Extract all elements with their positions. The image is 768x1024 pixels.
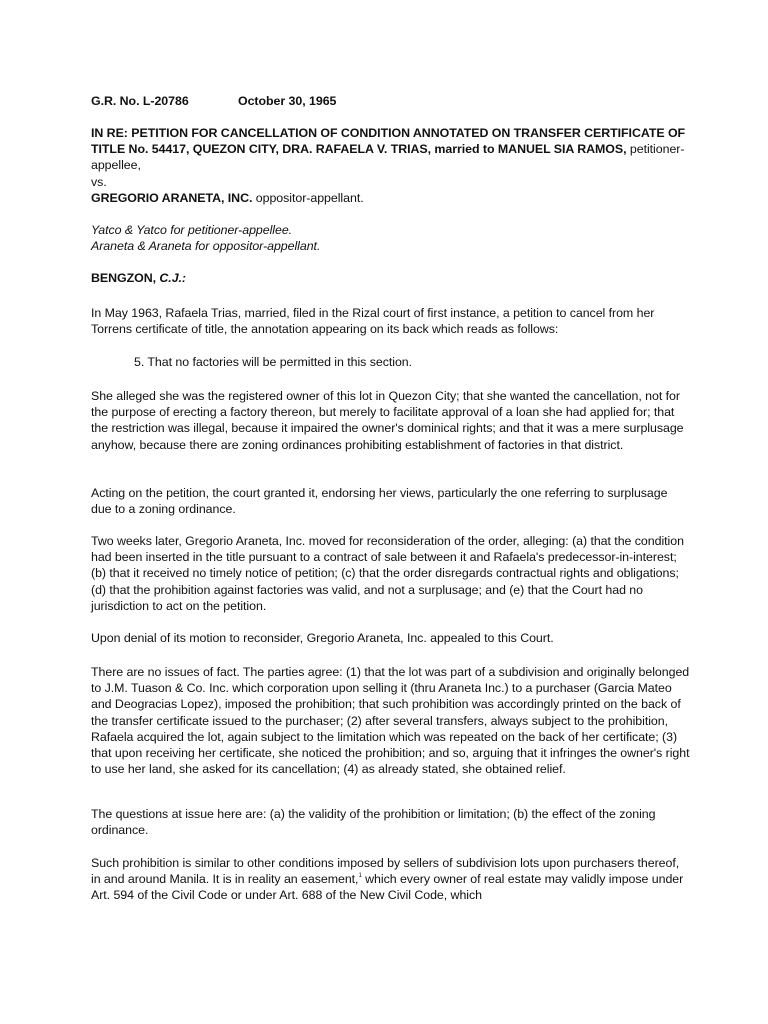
oppositor-counsel: Araneta & Araneta for oppositor-appellant.	[91, 239, 321, 254]
ponente-name: BENGZON,	[91, 271, 156, 285]
paragraph-8-part-1: Such prohibition is similar to other conditions imposed by sellers of subdivision lots upon purchasers thereof, in and around Manila. It is in reality an easement,	[91, 856, 680, 887]
paragraph-3: Acting on the petition, the court granted it, endorsing her views, particularly the one referring to surplusage due to a zoning ordinance.	[91, 486, 668, 517]
quoted-annotation: 5. That no factories will be permitted in this section.	[134, 355, 413, 369]
footnote-marker[interactable]: 1	[358, 873, 362, 880]
ponente-line	[91, 270, 691, 286]
paragraph-6: There are no issues of fact. The parties agree: (1) that the lot was part of a subdivision and originally belonged to J.M. Tuason & Co. Inc. which corporation upon selling it (thru Araneta Inc.) to a purchaser (Garcia Mateo and Deogracias Lopez), imposed the prohibition; that such prohibition was accordingly printed on the back of the transfer certificate issued to the purchaser; (2) after several transfers, always subject to the prohibition, Rafaela acquired the lot, again subject to the limitation which was repeated on the back of her certificate; (3) that upon receiving her certificate, she noticed the prohibition; and so, arguing that it infringes the owner's right to use her land, she asked for its cancellation; (4) as already stated, she obtained relief.	[91, 665, 690, 777]
paragraph-1: In May 1963, Rafaela Trias, married, filed in the Rizal court of first instance, a petition to cancel from her Torrens certificate of title, the annotation appearing on its back which reads as follows:	[91, 306, 655, 337]
petitioner-counsel: Yatco & Yatco for petitioner-appellee.	[91, 223, 293, 237]
oppositor-role: oppositor-appellant.	[255, 190, 364, 205]
case-caption	[91, 125, 691, 206]
paragraph-8-part-2: which every owner of real estate may validly impose under Art. 594 of the Civil Code or under Art. 688 of the New Civil Code, which	[91, 872, 684, 903]
paragraph-2: She alleged she was the registered owner of this lot in Quezon City; that she wanted the cancellation, not for the purpose of erecting a factory thereon, but merely to facilitate approval of a loan she had applied for; that the restriction was illegal, because it impaired the owner's dominical rights; and that it was a mere surplusage anyhow, because there are zoning ordinances prohibiting establishment of factories in that district.	[91, 389, 684, 452]
paragraph-4: Two weeks later, Gregorio Araneta, Inc. moved for reconsideration of the order, alleging: (a) that the condition had been inserted in the title pursuant to a contract of sale between it and Rafaela's predecessor-in-interest; (b) that it received no timely notice of petition; (c) that the order disregards contractual rights and obligations; (d) that the prohibition against factories was valid, and not a surplusage; and (e) that the Court had no jurisdiction to act on the petition.	[91, 534, 684, 613]
paragraph-5: Upon denial of its motion to reconsider, Gregorio Araneta, Inc. appealed to this Court.	[91, 631, 554, 645]
counsel-block	[91, 222, 691, 254]
petitioner-role: petitioner-appellee,	[91, 142, 685, 173]
case-title: IN RE: PETITION FOR CANCELLATION OF CONDITION ANNOTATED ON TRANSFER CERTIFICATE OF TITLE No. 54417, QUEZON CITY, DRA. RAFAELA V. TRIAS, married to MANUEL SIA RAMOS,	[91, 126, 686, 157]
decision-date: October 30, 1965	[238, 94, 337, 108]
oppositor-name: GREGORIO ARANETA, INC.	[91, 190, 253, 205]
case-header	[91, 93, 691, 109]
versus-label: vs.	[91, 174, 107, 189]
ponente-title: C.J.:	[159, 271, 187, 285]
gr-number: G.R. No. L-20786	[91, 94, 189, 108]
paragraph-8	[91, 855, 691, 904]
paragraph-7: The questions at issue here are: (a) the validity of the prohibition or limitation; (b) the effect of the zoning ordinance.	[91, 807, 656, 838]
